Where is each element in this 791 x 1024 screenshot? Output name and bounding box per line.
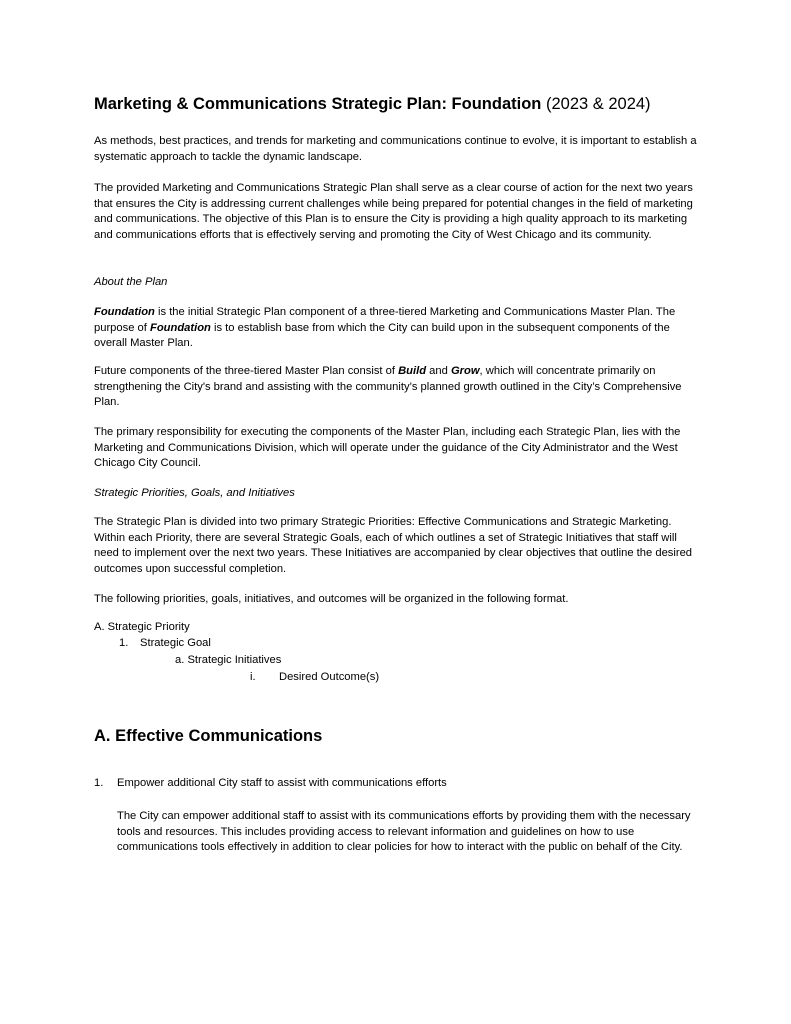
outline-outcome-number: i. <box>250 671 256 683</box>
section-a-heading: A. Effective Communications <box>94 727 323 745</box>
outline-strategic-initiatives: a. Strategic Initiatives <box>175 654 282 666</box>
foundation-emphasis-2: Foundation <box>149 321 211 334</box>
outline-strategic-goal: Strategic Goal <box>140 637 211 649</box>
about-p2-text-2: and <box>426 365 451 377</box>
title-years: (2023 & 2024) <box>545 95 651 113</box>
about-paragraph-3: The primary responsibility for executing the components of the Master Plan, including each Strategic Plan, lies with the Marketing and Communications Division, which will operate under the guidance of the City Administrator and the West Chicago City Council. <box>94 426 681 470</box>
build-emphasis: Build <box>398 365 427 377</box>
about-p1-text-2: is to establish base from which the City can build upon in the subsequent components of the overall Master Plan. <box>94 321 670 350</box>
about-paragraph-2 <box>94 364 704 411</box>
outline-goal-number: 1. <box>119 637 129 649</box>
foundation-emphasis: Foundation <box>94 306 155 318</box>
priorities-paragraph-1: The Strategic Plan is divided into two primary Strategic Priorities: Effective Communications and Strategic Marketing. Within each Priority, there are several Strategic Goals, each of which outlines a set of Strategic Initiatives that staff will need to implement over the next two years. These Initiatives are accompanied by clear objectives that outline the desired outcomes upon successful completion. <box>94 516 693 575</box>
about-p2-text-3: , which will concentrate primarily on strengthening the City's brand and assisting with the community’s planned growth outlined in the City’s Comprehensive Plan. <box>94 365 682 409</box>
priorities-heading: Strategic Priorities, Goals, and Initiatives <box>94 487 295 499</box>
item-1-body: The City can empower additional staff to assist with its communications efforts by providing them with the necessary tools and resources. This includes providing access to relevant information and guidelines on how to use communications tools effectively in addition to clear policies for how to interact with the public on behalf of the City. <box>117 810 691 854</box>
intro-paragraph-2: The provided Marketing and Communications Strategic Plan shall serve as a clear course of action for the next two years that ensures the City is addressing current challenges while being prepared for potential changes in the field of marketing and communications. The objective of this Plan is to ensure the City is providing a high quality approach to its marketing and communications efforts that is effectively serving and promoting the City of West Chicago and its community. <box>94 182 693 241</box>
outline-strategic-priority: A. Strategic Priority <box>94 621 190 633</box>
item-1-number: 1. <box>94 777 104 789</box>
intro-paragraph-1: As methods, best practices, and trends for marketing and communications continue to evolve, it is important to establish a systematic approach to tackle the dynamic landscape. <box>94 135 697 163</box>
about-p1-text-1: is the initial Strategic Plan component of a three-tiered Marketing and Communications Master Plan. The purpose of <box>94 306 676 334</box>
about-p2-text-1: Future components of the three-tiered Master Plan consist of <box>94 365 399 377</box>
about-paragraph-1 <box>94 305 704 352</box>
outline-desired-outcome: Desired Outcome(s) <box>279 671 380 683</box>
page-title <box>94 94 651 114</box>
title-main: Marketing & Communications Strategic Plan: Foundation <box>94 95 542 113</box>
grow-emphasis: Grow <box>450 365 480 377</box>
item-1-title: Empower additional City staff to assist with communications efforts <box>117 777 447 789</box>
about-heading: About the Plan <box>94 276 168 288</box>
priorities-paragraph-2: The following priorities, goals, initiatives, and outcomes will be organized in the following format. <box>94 593 569 605</box>
